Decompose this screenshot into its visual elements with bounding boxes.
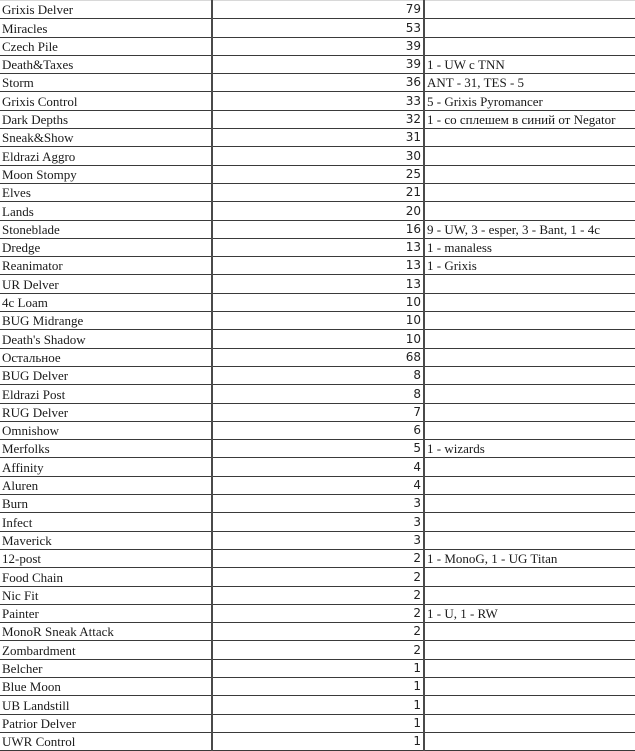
- deck-name-cell[interactable]: Eldrazi Aggro: [0, 147, 212, 165]
- table-row: [0, 275, 635, 293]
- table-row: [0, 312, 635, 330]
- table-row: [0, 403, 635, 421]
- table-row: [0, 147, 635, 165]
- deck-note-cell[interactable]: [424, 129, 635, 147]
- deck-note-cell[interactable]: [424, 1, 635, 19]
- deck-count-cell[interactable]: 3: [212, 495, 424, 513]
- table-row: [0, 421, 635, 439]
- deck-name-cell[interactable]: 12-post: [0, 549, 212, 567]
- table-row: [0, 238, 635, 256]
- deck-count-cell[interactable]: 13: [212, 275, 424, 293]
- table-row: [0, 330, 635, 348]
- deck-name-cell[interactable]: Storm: [0, 74, 212, 92]
- table-row: [0, 641, 635, 659]
- deck-name-cell[interactable]: Grixis Delver: [0, 1, 212, 19]
- table-row: [0, 183, 635, 201]
- deck-count-cell[interactable]: 33: [212, 92, 424, 110]
- deck-name-cell[interactable]: Eldrazi Post: [0, 385, 212, 403]
- deck-name-cell[interactable]: Death's Shadow: [0, 330, 212, 348]
- deck-count-cell[interactable]: 4: [212, 458, 424, 476]
- table-row: [0, 623, 635, 641]
- table-row: [0, 549, 635, 567]
- deck-note-cell[interactable]: 1 - Grixis: [424, 257, 635, 275]
- table-row: [0, 568, 635, 586]
- deck-name-cell[interactable]: Остальное: [0, 348, 212, 366]
- table-row: [0, 37, 635, 55]
- table-row: [0, 92, 635, 110]
- table-row: [0, 495, 635, 513]
- deck-count-cell[interactable]: 10: [212, 330, 424, 348]
- deck-note-cell[interactable]: 1 - wizards: [424, 440, 635, 458]
- deck-note-cell[interactable]: [424, 696, 635, 714]
- deck-name-cell[interactable]: Dredge: [0, 238, 212, 256]
- deck-count-cell[interactable]: 13: [212, 257, 424, 275]
- table-row: [0, 732, 635, 750]
- deck-note-cell[interactable]: [424, 348, 635, 366]
- table-row: [0, 220, 635, 238]
- deck-name-cell[interactable]: Reanimator: [0, 257, 212, 275]
- table-row: [0, 714, 635, 732]
- deck-count-cell[interactable]: 32: [212, 110, 424, 128]
- deck-count-cell[interactable]: 20: [212, 202, 424, 220]
- deck-name-cell[interactable]: 4c Loam: [0, 293, 212, 311]
- deck-count-cell[interactable]: 21: [212, 183, 424, 201]
- deck-count-cell[interactable]: 2: [212, 623, 424, 641]
- deck-name-cell[interactable]: BUG Delver: [0, 366, 212, 384]
- deck-note-cell[interactable]: [424, 568, 635, 586]
- deck-name-cell[interactable]: Nic Fit: [0, 586, 212, 604]
- table-row: [0, 348, 635, 366]
- deck-count-cell[interactable]: 1: [212, 732, 424, 750]
- deck-count-cell[interactable]: 2: [212, 604, 424, 622]
- deck-note-cell[interactable]: 9 - UW, 3 - esper, 3 - Bant, 1 - 4c: [424, 220, 635, 238]
- deck-name-cell[interactable]: Painter: [0, 604, 212, 622]
- table-row: [0, 366, 635, 384]
- table-row: [0, 165, 635, 183]
- deck-note-cell[interactable]: [424, 403, 635, 421]
- deck-note-cell[interactable]: [424, 677, 635, 695]
- deck-count-cell[interactable]: 79: [212, 1, 424, 19]
- deck-name-cell[interactable]: Blue Moon: [0, 677, 212, 695]
- deck-note-cell[interactable]: 1 - MonoG, 1 - UG Titan: [424, 549, 635, 567]
- deck-note-cell[interactable]: [424, 183, 635, 201]
- table-body: [0, 1, 635, 751]
- deck-note-cell[interactable]: [424, 202, 635, 220]
- deck-note-cell[interactable]: [424, 513, 635, 531]
- deck-note-cell[interactable]: 1 - U, 1 - RW: [424, 604, 635, 622]
- deck-count-cell[interactable]: 1: [212, 696, 424, 714]
- deck-note-cell[interactable]: [424, 330, 635, 348]
- deck-name-cell[interactable]: Czech Pile: [0, 37, 212, 55]
- deck-note-cell[interactable]: 5 - Grixis Pyromancer: [424, 92, 635, 110]
- deck-count-cell[interactable]: 30: [212, 147, 424, 165]
- deck-note-cell[interactable]: [424, 623, 635, 641]
- deck-count-cell[interactable]: 8: [212, 366, 424, 384]
- deck-name-cell[interactable]: UB Landstill: [0, 696, 212, 714]
- deck-count-cell[interactable]: 39: [212, 37, 424, 55]
- deck-name-cell[interactable]: UR Delver: [0, 275, 212, 293]
- deck-count-cell[interactable]: 7: [212, 403, 424, 421]
- table-row: [0, 293, 635, 311]
- deck-count-cell[interactable]: 5: [212, 440, 424, 458]
- deck-name-cell[interactable]: Burn: [0, 495, 212, 513]
- deck-note-cell[interactable]: [424, 586, 635, 604]
- deck-note-cell[interactable]: 1 - UW с TNN: [424, 55, 635, 73]
- deck-name-cell[interactable]: Belcher: [0, 659, 212, 677]
- deck-name-cell[interactable]: UWR Control: [0, 732, 212, 750]
- deck-note-cell[interactable]: [424, 714, 635, 732]
- deck-count-cell[interactable]: 4: [212, 476, 424, 494]
- deck-count-cell[interactable]: 13: [212, 238, 424, 256]
- deck-name-cell[interactable]: Moon Stompy: [0, 165, 212, 183]
- table-row: [0, 74, 635, 92]
- table-row: [0, 677, 635, 695]
- deck-note-cell[interactable]: 1 - со сплешем в синий от Negator: [424, 110, 635, 128]
- deck-name-cell[interactable]: Death&Taxes: [0, 55, 212, 73]
- table-row: [0, 385, 635, 403]
- deck-note-cell[interactable]: [424, 37, 635, 55]
- table-row: [0, 19, 635, 37]
- table-row: [0, 696, 635, 714]
- deck-note-cell[interactable]: [424, 476, 635, 494]
- deck-name-cell[interactable]: Lands: [0, 202, 212, 220]
- deck-count-cell[interactable]: 68: [212, 348, 424, 366]
- deck-count-cell[interactable]: 6: [212, 421, 424, 439]
- deck-note-cell[interactable]: [424, 495, 635, 513]
- table-row: [0, 458, 635, 476]
- deck-count-cell[interactable]: 53: [212, 19, 424, 37]
- deck-name-cell[interactable]: MonoR Sneak Attack: [0, 623, 212, 641]
- deck-count-cell[interactable]: 1: [212, 677, 424, 695]
- deck-name-cell[interactable]: Elves: [0, 183, 212, 201]
- deck-count-cell[interactable]: 36: [212, 74, 424, 92]
- deck-count-cell[interactable]: 31: [212, 129, 424, 147]
- table-row: [0, 659, 635, 677]
- deck-count-cell[interactable]: 3: [212, 531, 424, 549]
- table-row: [0, 604, 635, 622]
- deck-name-cell[interactable]: Patrior Delver: [0, 714, 212, 732]
- table-row: [0, 513, 635, 531]
- table-row: [0, 440, 635, 458]
- deck-name-cell[interactable]: Aluren: [0, 476, 212, 494]
- deck-count-cell[interactable]: 10: [212, 312, 424, 330]
- table-row: [0, 257, 635, 275]
- table-row: [0, 531, 635, 549]
- deck-note-cell[interactable]: [424, 165, 635, 183]
- deck-name-cell[interactable]: Miracles: [0, 19, 212, 37]
- deck-count-cell[interactable]: 16: [212, 220, 424, 238]
- deck-note-cell[interactable]: [424, 641, 635, 659]
- deck-name-cell[interactable]: Affinity: [0, 458, 212, 476]
- deck-note-cell[interactable]: [424, 659, 635, 677]
- table-row: [0, 110, 635, 128]
- deck-note-cell[interactable]: [424, 421, 635, 439]
- deck-note-cell[interactable]: 1 - manaless: [424, 238, 635, 256]
- deck-count-cell[interactable]: 2: [212, 549, 424, 567]
- deck-note-cell[interactable]: [424, 293, 635, 311]
- deck-name-cell[interactable]: Sneak&Show: [0, 129, 212, 147]
- deck-name-cell[interactable]: Zombardment: [0, 641, 212, 659]
- deck-note-cell[interactable]: [424, 732, 635, 750]
- deck-name-cell[interactable]: Grixis Control: [0, 92, 212, 110]
- deck-count-cell[interactable]: 2: [212, 586, 424, 604]
- deck-count-cell[interactable]: 3: [212, 513, 424, 531]
- deck-name-cell[interactable]: RUG Delver: [0, 403, 212, 421]
- deck-name-cell[interactable]: Omnishow: [0, 421, 212, 439]
- deck-count-cell[interactable]: 2: [212, 641, 424, 659]
- deck-note-cell[interactable]: [424, 531, 635, 549]
- table-row: [0, 586, 635, 604]
- deck-count-cell[interactable]: 10: [212, 293, 424, 311]
- deck-name-cell[interactable]: Food Chain: [0, 568, 212, 586]
- table-row: [0, 55, 635, 73]
- deck-count-cell[interactable]: 39: [212, 55, 424, 73]
- deck-note-cell[interactable]: [424, 458, 635, 476]
- deck-count-cell[interactable]: 1: [212, 714, 424, 732]
- deck-note-cell[interactable]: [424, 19, 635, 37]
- deck-note-cell[interactable]: [424, 385, 635, 403]
- deck-count-cell[interactable]: 1: [212, 659, 424, 677]
- deck-note-cell[interactable]: [424, 147, 635, 165]
- table-row: [0, 476, 635, 494]
- deck-name-cell[interactable]: Dark Depths: [0, 110, 212, 128]
- deck-name-cell[interactable]: Infect: [0, 513, 212, 531]
- deck-count-cell[interactable]: 25: [212, 165, 424, 183]
- deck-note-cell[interactable]: [424, 366, 635, 384]
- table-row: [0, 1, 635, 19]
- table-row: [0, 202, 635, 220]
- deck-note-cell[interactable]: [424, 312, 635, 330]
- deck-name-cell[interactable]: Maverick: [0, 531, 212, 549]
- deck-name-cell[interactable]: BUG Midrange: [0, 312, 212, 330]
- deck-count-cell[interactable]: 2: [212, 568, 424, 586]
- table-row: [0, 129, 635, 147]
- deck-note-cell[interactable]: ANT - 31, TES - 5: [424, 74, 635, 92]
- deck-note-cell[interactable]: [424, 275, 635, 293]
- deck-name-cell[interactable]: Merfolks: [0, 440, 212, 458]
- deck-count-cell[interactable]: 8: [212, 385, 424, 403]
- deck-name-cell[interactable]: Stoneblade: [0, 220, 212, 238]
